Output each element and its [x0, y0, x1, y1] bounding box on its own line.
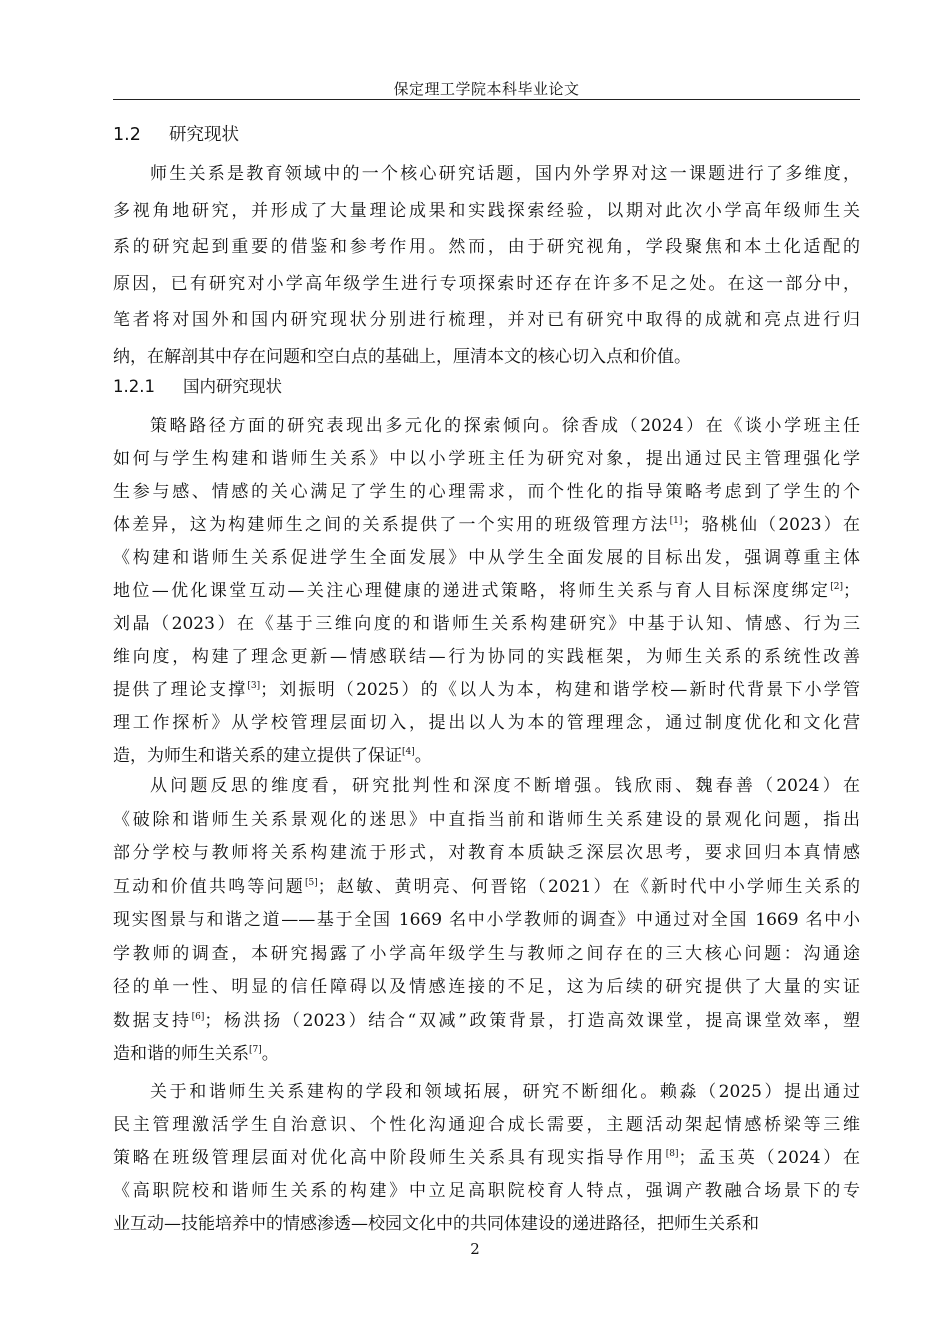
line-text: 提供了理论支撑	[113, 680, 248, 700]
line-text: 师生关系是教育领域中的一个核心研究话题，国内外学界对这一课题进行了多维度，	[150, 164, 860, 184]
line-text: 从问题反思的维度看，研究批判性和深度不断增强。钱欣雨、魏春善（2024）在	[150, 776, 860, 796]
line-text-continued: 。	[414, 746, 432, 766]
line-text: 理工作探析》从学校管理层面切入，提出以人为本的管理理念，通过制度优化和文化营	[113, 713, 860, 733]
text-line	[113, 710, 860, 736]
text-line	[150, 161, 860, 187]
text-line	[113, 1178, 860, 1204]
line-text: 原因，已有研究对小学高年级学生进行专项探索时还存在许多不足之处。在这一部分中，	[113, 273, 860, 294]
page-number: 2	[470, 1240, 480, 1258]
citation-ref: [8]	[665, 1149, 679, 1159]
text-line	[113, 344, 860, 370]
line-text-continued: ；赵敏、黄明亮、何晋铭（2021）在《新时代中小学师生关系的	[317, 876, 861, 897]
line-text: 径的单一性、明显的信任障碍以及情感连接的不足，这为后续的研究提供了大量的实证	[113, 977, 860, 997]
line-text: 生参与感、情感的关心满足了学生的心理需求，而个性化的指导策略考虑到了学生的个	[113, 482, 860, 502]
text-line	[113, 578, 860, 604]
citation-ref: [6]	[191, 1011, 205, 1022]
line-text: 体差异，这为构建师生之间的关系提供了一个实用的班级管理方法	[113, 515, 670, 535]
line-text: 策略路径方面的研究表现出多元化的探索倾向。徐香成（2024）在《谈小学班主任	[150, 416, 860, 436]
citation-ref: [7]	[249, 1045, 262, 1055]
text-line	[113, 545, 860, 571]
section-heading-1-2	[113, 121, 239, 146]
text-line	[113, 307, 860, 333]
line-text: 策略在班级管理层面对优化高中阶段师生关系具有现实指导作用	[113, 1148, 666, 1168]
text-line	[113, 840, 860, 866]
line-text-continued: ；杨洪扬（2023）结合“双减”政策背景，打造高效课堂，提高课堂效率，塑	[204, 1010, 860, 1031]
citation-ref: [2]	[830, 582, 843, 592]
text-line	[113, 743, 860, 769]
text-line	[113, 198, 860, 224]
citation-ref: [1]	[669, 516, 683, 526]
line-text: 互动和价值共鸣等问题	[113, 876, 305, 897]
text-line	[113, 807, 860, 833]
text-line	[113, 941, 860, 967]
text-line	[113, 1145, 860, 1171]
citation-ref: [4]	[402, 747, 415, 757]
text-line	[113, 644, 860, 670]
text-line	[113, 479, 860, 505]
text-line	[150, 413, 860, 439]
text-line	[113, 1008, 860, 1034]
line-text-continued: ；孟玉英（2024）在	[678, 1148, 861, 1168]
citation-ref: [3]	[247, 681, 261, 691]
text-line	[113, 974, 860, 1000]
line-text: 部分学校与教师将关系构建流于形式，对教育本质缺乏深层次思考，要求回归本真情感	[113, 843, 860, 863]
line-text: 现实图景与和谐之道——基于全国 1669 名中小学教师的调查》中通过对全国 1669 名中小	[113, 910, 860, 930]
line-text: 多视角地研究，并形成了大量理论成果和实践探索经验，以期对此次小学高年级师生关	[113, 200, 860, 221]
text-line	[150, 773, 860, 799]
text-line	[113, 1112, 860, 1138]
line-text: 民主管理激活学生自治意识、个性化沟通迎合成长需要，主题活动架起情感桥梁等三维	[113, 1115, 860, 1135]
line-text: 《高职院校和谐师生关系的构建》中立足高职院校育人特点，强调产教融合场景下的专	[113, 1181, 860, 1201]
header-rule	[113, 99, 860, 100]
line-text-continued: ；骆桃仙（2023）在	[682, 515, 860, 535]
running-header: 保定理工学院本科毕业论文	[393, 80, 580, 98]
line-text-continued: 。	[261, 1044, 279, 1064]
text-line	[113, 611, 860, 637]
line-text: 系的研究起到重要的借鉴和参考作用。然而，由于研究视角，学段聚焦和本土化适配的	[113, 237, 860, 258]
text-line	[113, 446, 860, 472]
section-number: 1.2	[113, 125, 141, 145]
citation-ref: [5]	[304, 877, 318, 888]
line-text: 《破除和谐师生关系景观化的迷思》中直指当前和谐师生关系建设的景观化问题，指出	[113, 809, 860, 830]
line-text: 造，为师生和谐关系的建立提供了保证	[113, 746, 402, 766]
line-text: 数据支持	[113, 1010, 192, 1031]
line-text: 地位—优化课堂互动—关注心理健康的递进式策略，将师生关系与育人目标深度绑定	[113, 581, 831, 601]
text-line	[150, 1079, 860, 1105]
line-text: 笔者将对国外和国内研究现状分别进行梳理，并对已有研究中取得的成就和亮点进行归	[113, 310, 860, 331]
section-heading-1-2-1	[113, 373, 282, 397]
line-text-continued: ；	[843, 581, 860, 601]
section-title: 研究现状	[169, 125, 239, 145]
line-text: 学教师的调查，本研究揭露了小学高年级学生与教师之间存在的三大核心问题：沟通途	[113, 943, 860, 964]
text-line	[113, 874, 860, 900]
line-text: 如何与学生构建和谐师生关系》中以小学班主任为研究对象，提出通过民主管理强化学	[113, 449, 860, 469]
line-text-continued: ；刘振明（2025）的《以人为本，构建和谐学校—新时代背景下小学管	[260, 680, 860, 700]
text-line	[113, 1211, 860, 1237]
line-text: 维向度，构建了理念更新—情感联结—行为协同的实践框架，为师生关系的系统性改善	[113, 647, 860, 667]
text-line	[113, 1041, 860, 1067]
text-line	[113, 907, 860, 933]
subsection-title: 国内研究现状	[183, 377, 282, 396]
text-line	[113, 271, 860, 297]
text-line	[113, 677, 860, 703]
line-text: 刘晶（2023）在《基于三维向度的和谐师生关系构建研究》中基于认知、情感、行为三	[113, 614, 860, 634]
line-text: 关于和谐师生关系建构的学段和领域拓展，研究不断细化。赖淼（2025）提出通过	[150, 1082, 860, 1102]
line-text: 纳，在解剖其中存在问题和空白点的基础上，厘清本文的核心切入点和价值。	[113, 347, 691, 367]
line-text: 《构建和谐师生关系促进学生全面发展》中从学生全面发展的目标出发，强调尊重主体	[113, 548, 860, 568]
text-line	[113, 234, 860, 260]
line-text: 业互动—技能培养中的情感渗透—校园文化中的共同体建设的递进路径，把师生关系和	[113, 1214, 759, 1234]
subsection-number: 1.2.1	[113, 377, 155, 396]
text-line	[113, 512, 860, 538]
line-text: 造和谐的师生关系	[113, 1044, 249, 1064]
